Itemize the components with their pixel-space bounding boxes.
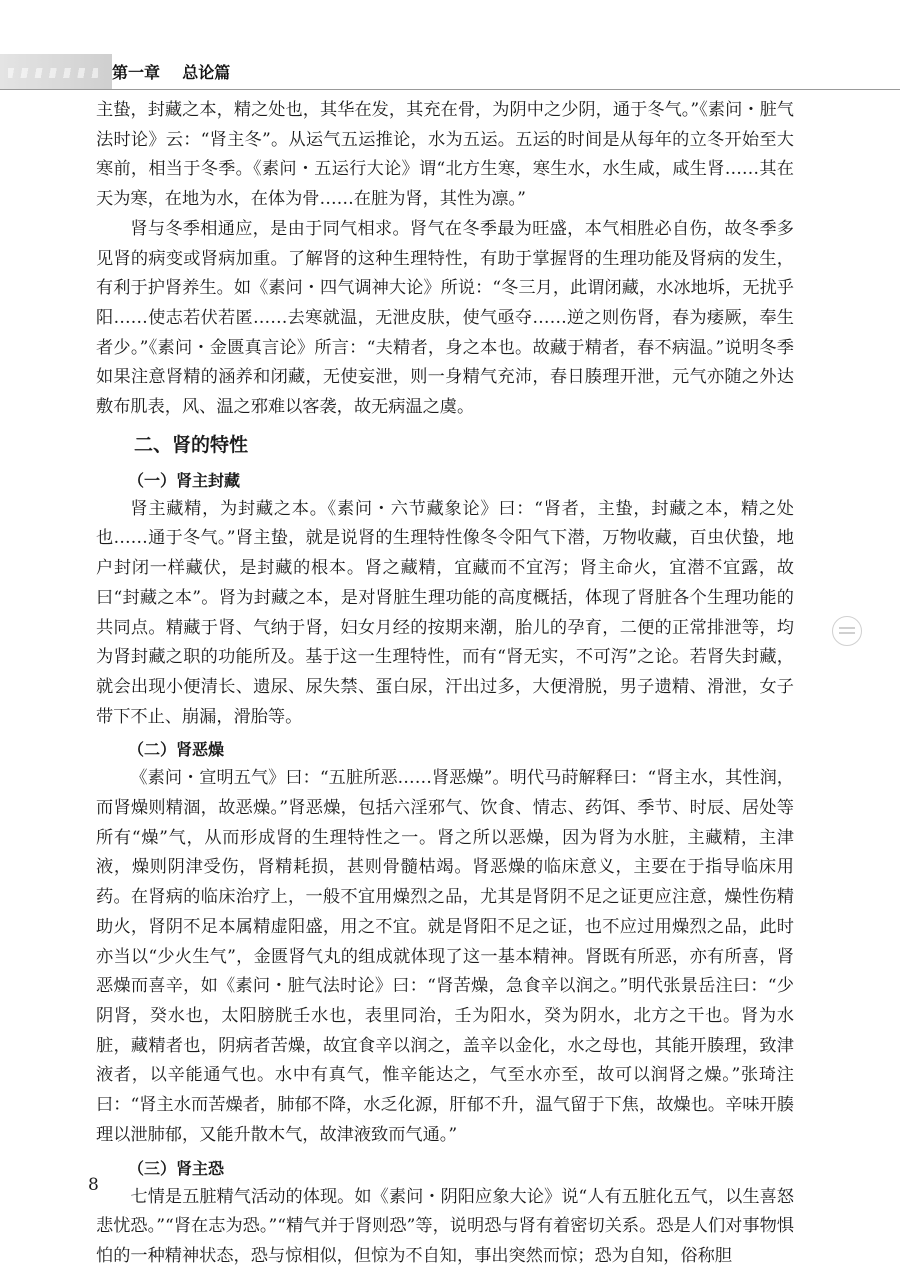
body-paragraph: 《素问・宣明五气》曰：“五脏所恶……肾恶燥”。明代马莳解释曰：“肾主水，其性润，而肾燥则精涸，故恶燥。”肾恶燥，包括六淫邪气、饮食、情志、药饵、季节、时辰、居处等所有“燥”气，从而形成肾的生理特性之一。肾之所以恶燥，因为肾为水脏，主藏精，主津液，燥则阴津受伤，肾精耗损，甚则骨髓枯竭。肾恶燥的临床意义，主要在于指导临床用药。在肾病的临床治疗上，一般不宜用燥烈之品，尤其是肾阴不足之证更应注意，燥性伤精助火，肾阴不足本属精虚阳盛，用之不宜。就是肾阳不足之证，也不应过用燥烈之品，此时亦当以“少火生气”，金匮肾气丸的组成就体现了这一基本精神。肾既有所恶，亦有所喜，肾恶燥而喜辛，如《素问・脏气法时论》曰：“肾苦燥，急食辛以润之。”明代张景岳注曰：“少阴肾，癸水也，太阳膀胱壬水也，表里同治，壬为阳水，癸为阴水，北方之干也。肾为水脏，藏精者也，阴病者苦燥，故宜食辛以润之，盖辛以金化，水之母也，其能开腠理，致津液者，以辛能通气也。水中有真气，惟辛能达之，气至水亦至，故可以润肾之燥。”张琦注曰：“肾主水而苦燥者，肺郁不降，水乏化源，肝郁不升，温气留于下焦，故燥也。辛味开腠理以泄肺郁，又能升散木气，故津液致而气通。” <box>96 768 794 1145</box>
header-rule <box>0 89 900 90</box>
header-decoration <box>0 54 112 90</box>
chapter-title: 总论篇 <box>182 63 231 82</box>
watermark-icon <box>832 616 862 646</box>
body-paragraph: 肾主藏精，为封藏之本。《素问・六节藏象论》曰：“肾者，主蛰，封藏之本，精之处也……通于冬气。”肾主蛰，就是说肾的生理特性像冬令阳气下潜，万物收藏，百虫伏蛰，地户封闭一样藏伏，是封藏的根本。肾之藏精，宜藏而不宜泻；肾主命火，宜潜不宜露，故曰“封藏之本”。肾为封藏之本，是对肾脏生理功能的高度概括，体现了肾脏各个生理功能的共同点。精藏于肾、气纳于肾，妇女月经的按期来潮，胎儿的孕育，二便的正常排泄等，均为肾封藏之职的功能所及。基于这一生理特性，而有“肾无实，不可泻”之论。若肾失封藏，就会出现小便清长、遗尿、尿失禁、蛋白尿，汗出过多，大便滑脱，男子遗精、滑泄，女子带下不止、崩漏，滑胎等。 <box>96 498 794 727</box>
subsection-heading: （二）肾恶燥 <box>128 740 225 760</box>
chapter-label: 第一章 <box>112 63 161 82</box>
subsection-heading: （一）肾主封藏 <box>128 470 241 490</box>
page-body <box>96 96 794 1272</box>
body-paragraph: 七情是五脏精气活动的体现。如《素问・阴阳应象大论》说“人有五脏化五气，以生喜怒悲忧恐。”“肾在志为恐。”“精气并于肾则恐”等，说明恐与肾有着密切关系。恐是人们对事物惧怕的一种精神状态，恐与惊相似，但惊为不自知，事出突然而惊；恐为自知，俗称胆 <box>96 1186 794 1266</box>
section-heading: 二、肾的特性 <box>134 433 249 456</box>
body-paragraph: 主蛰，封藏之本，精之处也，其华在发，其充在骨，为阴中之少阴，通于冬气。”《素问・脏气法时论》云：“肾主冬”。从运气五运推论，水为五运。五运的时间是从每年的立冬开始至大寒前，相当于冬季。《素问・五运行大论》谓“北方生寒，寒生水，水生咸，咸生肾……其在天为寒，在地为水，在体为骨……在脏为肾，其性为凛。” <box>96 100 794 210</box>
subsection-heading: （三）肾主恐 <box>128 1158 225 1178</box>
page-number: 8 <box>88 1175 99 1195</box>
body-paragraph: 肾与冬季相通应，是由于同气相求。肾气在冬季最为旺盛，本气相胜必自伤，故冬季多见肾的病变或肾病加重。了解肾的这种生理特性，有助于掌握肾的生理功能及肾病的发生，有利于护肾养生。如《素问・四气调神大论》所说：“冬三月，此谓闭藏，水冰地坼，无扰乎阳……使志若伏若匿……去寒就温，无泄皮肤，使气亟夺……逆之则伤肾，春为痿厥，奉生者少。”《素问・金匮真言论》所言：“夫精者，身之本也。故藏于精者，春不病温。”说明冬季如果注意肾精的涵养和闭藏，无使妄泄，则一身精气充沛，春日腠理开泄，元气亦随之外达敷布肌表，风、温之邪难以客袭，故无病温之虞。 <box>96 218 794 418</box>
running-header <box>112 58 230 88</box>
